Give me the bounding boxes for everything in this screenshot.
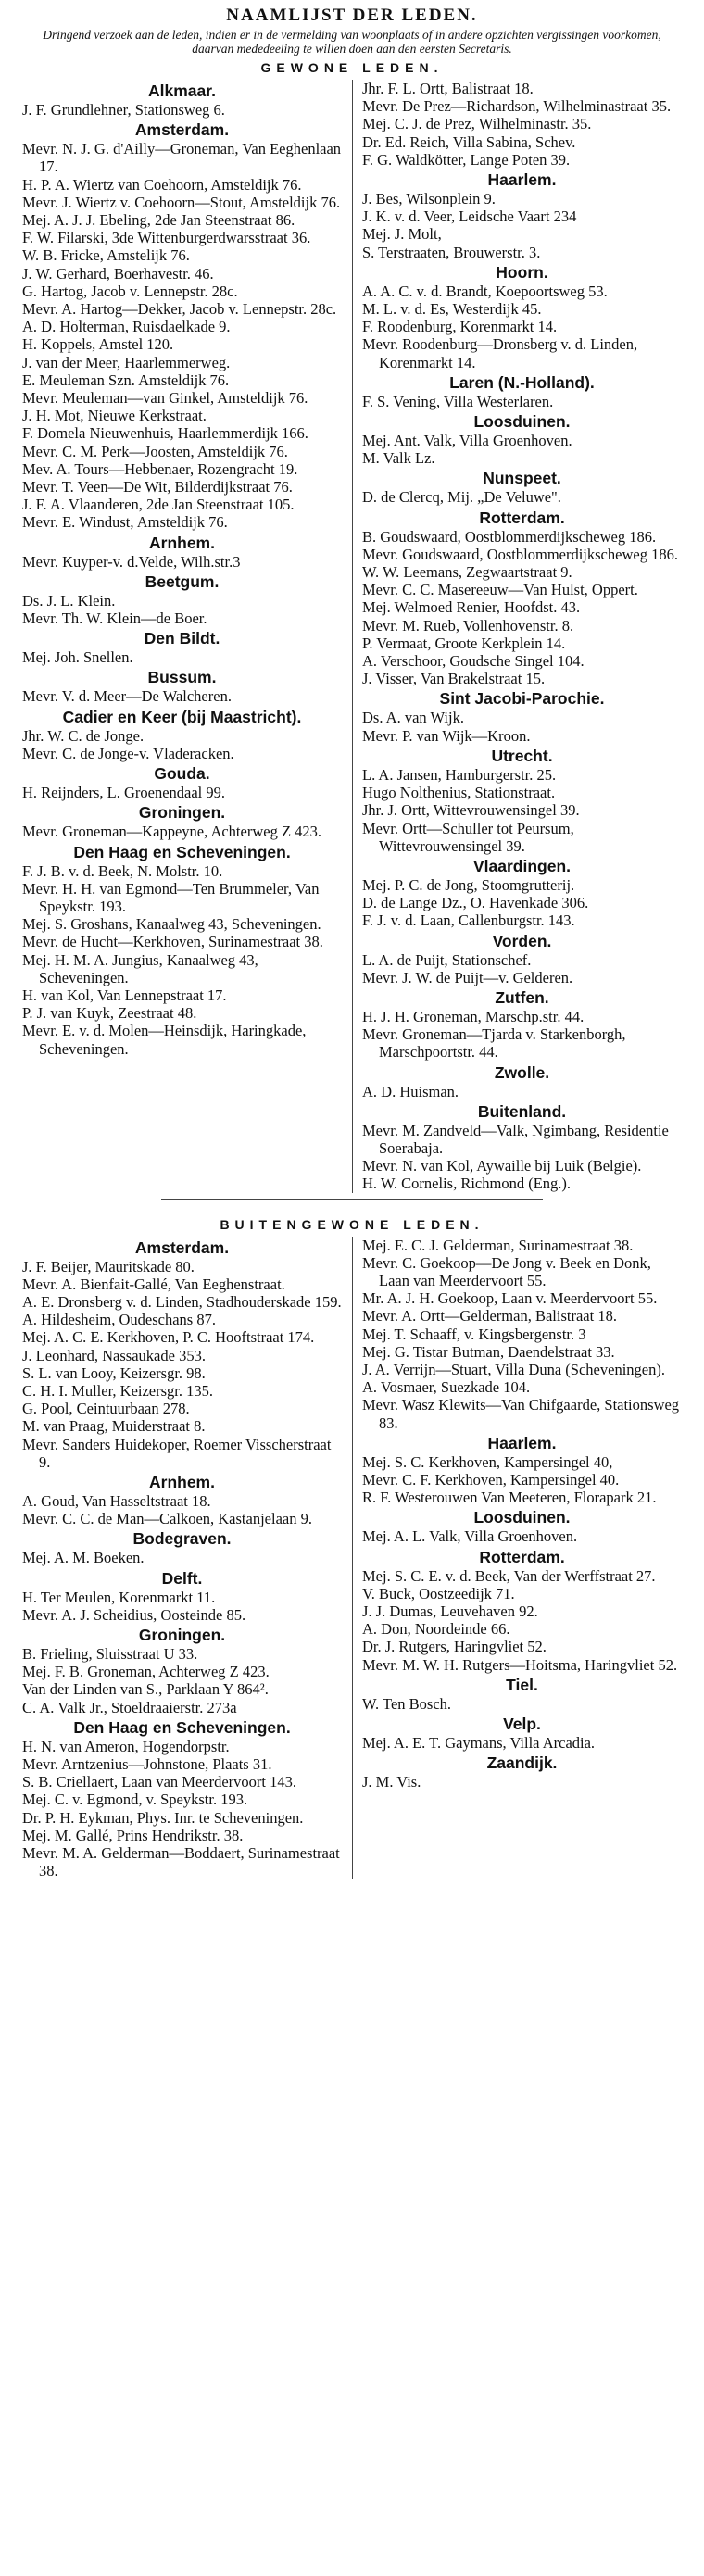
member-entry: M. van Praag, Muiderstraat 8. xyxy=(22,1417,206,1436)
member-entry: F. Roodenburg, Korenmarkt 14. xyxy=(362,318,558,336)
member-entry: J. van der Meer, Haarlemmerweg. xyxy=(22,353,231,371)
gewone-leden-right-column xyxy=(362,80,682,1193)
member-entry: Mej. H. M. A. Jungius, Kanaalweg 43, Scheveningen. xyxy=(22,950,258,986)
member-entry: Mevr. C. C. Masereeuw—Van Hulst, Oppert. xyxy=(362,581,638,599)
member-entry: Mevr. Wasz Klewits—Van Chifgaarde, Stationsweg 83. xyxy=(362,1396,680,1432)
city-heading: Vlaardingen. xyxy=(472,856,572,875)
member-entry: A. D. Holterman, Ruisdaelkade 9. xyxy=(22,318,231,336)
member-entry: F. S. Vening, Villa Westerlaren. xyxy=(362,392,554,410)
section-header-gewone-leden: GEWONE LEDEN. xyxy=(260,60,444,75)
city-heading: Arnhem. xyxy=(149,533,215,552)
city-heading: Laren (N.-Holland). xyxy=(449,372,595,392)
city-heading: Delft. xyxy=(161,1568,203,1588)
member-entry: F. W. Filarski, 3de Wittenburgerdwarsstraat 36. xyxy=(22,229,311,247)
member-entry: J. F. A. Vlaanderen, 2de Jan Steenstraat 105. xyxy=(22,496,295,514)
city-heading: Den Haag en Scheveningen. xyxy=(73,1717,291,1737)
member-entry: Mej. S. C. E. v. d. Beek, Van der Werffstraat 27. xyxy=(362,1566,656,1585)
member-entry: W. Ten Bosch. xyxy=(362,1694,452,1713)
member-entry: Mevr. N. J. G. d'Ailly—Groneman, Van Eeghenlaan 17. xyxy=(22,140,342,176)
member-entry: A. E. Dronsberg v. d. Linden, Stadhouderskade 159. xyxy=(22,1292,342,1311)
member-entry: F. G. Waldkötter, Lange Poten 39. xyxy=(362,150,571,169)
member-entry: Mej. S. C. Kerkhoven, Kampersingel 40, xyxy=(362,1452,613,1471)
member-entry: Mr. A. J. H. Goekoop, Laan v. Meerdervoort 55. xyxy=(362,1289,658,1308)
member-entry: Mevr. A. Ortt—Gelderman, Balistraat 18. xyxy=(362,1307,617,1326)
member-entry: Mev. A. Tours—Hebbenaer, Rozengracht 19. xyxy=(22,459,298,478)
member-entry: A. A. C. v. d. Brandt, Koepoortsweg 53. xyxy=(362,282,608,300)
city-heading: Loosduinen. xyxy=(473,412,571,432)
member-entry: Mej. T. Schaaff, v. Kingsbergenstr. 3 xyxy=(362,1325,586,1343)
member-entry: V. Buck, Oostzeedijk 71. xyxy=(362,1584,515,1602)
member-entry: J. Bes, Wilsonplein 9. xyxy=(362,190,496,208)
city-heading: Zutfen. xyxy=(495,987,549,1007)
city-heading: Den Haag en Scheveningen. xyxy=(73,842,291,861)
buitengewone-leden-right-column xyxy=(362,1237,682,1880)
city-heading: Loosduinen. xyxy=(473,1508,571,1527)
member-entry: Mej. A. J. J. Ebeling, 2de Jan Steenstraat 86. xyxy=(22,211,295,230)
member-entry: H. Reijnders, L. Groenendaal 99. xyxy=(22,784,226,802)
member-entry: B. Goudswaard, Oostblommerdijkscheweg 186. xyxy=(362,527,657,546)
member-entry: P. J. van Kuyk, Zeestraat 48. xyxy=(22,1004,197,1023)
city-heading: Utrecht. xyxy=(491,746,553,765)
member-entry: Mevr. M. A. Gelderman—Boddaert, Surinamestraat 38. xyxy=(22,1844,340,1880)
gewone-leden-section xyxy=(22,80,682,1193)
member-entry: Mej. Welmoed Renier, Hoofdst. 43. xyxy=(362,598,581,617)
city-heading: Arnhem. xyxy=(149,1472,215,1491)
member-entry: S. Terstraaten, Brouwerstr. 3. xyxy=(362,243,541,261)
city-heading: Den Bildt. xyxy=(144,629,220,648)
intro-note: Dringend verzoek aan de leden, indien er in de vermelding van woonplaats of in andere opzichten vergissingen voorkomen, daarvan mededeeling te willen doen aan den eersten Secretaris. xyxy=(43,28,661,56)
member-entry: Mej. Ant. Valk, Villa Groenhoven. xyxy=(362,432,572,450)
member-entry: H. Ter Meulen, Korenmarkt 11. xyxy=(22,1588,216,1606)
member-entry: Mevr. Roodenburg—Dronsberg v. d. Linden, Korenmarkt 14. xyxy=(362,335,638,371)
member-entry: Mevr. Meuleman—van Ginkel, Amsteldijk 76. xyxy=(22,389,308,408)
member-entry: F. Domela Nieuwenhuis, Haarlemmerdijk 166. xyxy=(22,424,308,443)
city-heading: Groningen. xyxy=(138,1626,226,1644)
member-entry: Mevr. A. Bienfait-Gallé, Van Eeghenstraat. xyxy=(22,1275,285,1293)
member-entry: Mevr. M. Zandveld—Valk, Ngimbang, Residentie Soerabaja. xyxy=(362,1121,669,1157)
member-entry: Mevr. E. Windust, Amsteldijk 76. xyxy=(22,513,228,532)
member-entry: F. J. B. v. d. Beek, N. Molstr. 10. xyxy=(22,861,223,880)
member-entry: Dr. P. H. Eykman, Phys. Inr. te Scheveningen. xyxy=(22,1808,304,1827)
member-entry: Dr. Ed. Reich, Villa Sabina, Schev. xyxy=(362,132,576,151)
gewone-leden-left-column xyxy=(22,80,342,1193)
member-entry: A. Don, Noordeinde 66. xyxy=(362,1620,510,1639)
city-heading: Cadier en Keer (bij Maastricht). xyxy=(62,707,302,726)
member-entry: Mevr. Groneman—Tjarda v. Starkenborgh, Marschpoortstr. 44. xyxy=(362,1025,626,1062)
member-entry: Mej. M. Gallé, Prins Hendrikstr. 38. xyxy=(22,1826,244,1844)
member-entry: W. B. Fricke, Amstelijk 76. xyxy=(22,246,190,265)
page-title: NAAMLIJST DER LEDEN. xyxy=(226,6,478,25)
member-entry: J. F. Beijer, Mauritskade 80. xyxy=(22,1257,195,1275)
member-entry: F. J. v. d. Laan, Callenburgstr. 143. xyxy=(362,911,575,930)
member-entry: Mevr. M. Rueb, Vollenhovenstr. 8. xyxy=(362,616,574,635)
member-entry: Mevr. Arntzenius—Johnstone, Plaats 31. xyxy=(22,1755,272,1774)
member-entry: E. Meuleman Szn. Amsteldijk 76. xyxy=(22,371,230,389)
member-entry: Mevr. C. Goekoop—De Jong v. Beek en Donk, Laan van Meerdervoort 55. xyxy=(362,1253,651,1289)
member-entry: Mevr. Kuyper-v. d.Velde, Wilh.str.3 xyxy=(22,552,241,571)
member-entry: Mevr. Th. W. Klein—de Boer. xyxy=(22,609,207,628)
member-entry: P. Vermaat, Groote Kerkplein 14. xyxy=(362,634,566,652)
member-entry: Van der Linden van S., Parklaan Y 864². xyxy=(22,1680,269,1699)
city-heading: Haarlem. xyxy=(487,1433,557,1452)
member-entry: J. Visser, Van Brakelstraat 15. xyxy=(362,670,546,688)
member-entry: Mej. F. B. Groneman, Achterweg Z 423. xyxy=(22,1663,270,1681)
member-entry: J. W. Gerhard, Boerhavestr. 46. xyxy=(22,264,214,283)
city-heading: Tiel. xyxy=(506,1675,538,1694)
member-entry: Mej. J. Molt, xyxy=(362,225,442,244)
member-entry: D. de Clercq, Mij. „De Veluwe". xyxy=(362,488,561,507)
section-divider xyxy=(161,1193,543,1200)
member-entry: W. W. Leemans, Zegwaartstraat 9. xyxy=(362,563,572,582)
member-entry: Mevr. C. C. de Man—Calkoen, Kastanjelaan 9. xyxy=(22,1510,312,1528)
member-entry: J. F. Grundlehner, Stationsweg 6. xyxy=(22,101,225,119)
member-entry: Mevr. V. d. Meer—De Walcheren. xyxy=(22,687,232,706)
city-heading: Zaandijk. xyxy=(486,1753,558,1773)
member-entry: Mej. Joh. Snellen. xyxy=(22,648,133,667)
city-heading: Bodegraven. xyxy=(132,1529,232,1549)
member-entry: Mej. C. J. de Prez, Wilhelminastr. 35. xyxy=(362,115,592,133)
member-entry: G. Pool, Ceintuurbaan 278. xyxy=(22,1400,190,1418)
member-entry: Jhr. J. Ortt, Wittevrouwensingel 39. xyxy=(362,801,580,820)
city-heading: Rotterdam. xyxy=(479,508,565,527)
city-heading: Amsterdam. xyxy=(134,120,230,140)
column-divider xyxy=(352,80,353,1193)
member-entry: J. M. Vis. xyxy=(362,1773,421,1791)
member-entry: Mevr. A. Hartog—Dekker, Jacob v. Lennepstr. 28c. xyxy=(22,300,337,319)
city-heading: Gouda. xyxy=(154,764,210,784)
member-entry: Mevr. C. de Jonge-v. Vladeracken. xyxy=(22,744,234,762)
member-entry: Hugo Nolthenius, Stationstraat. xyxy=(362,784,556,802)
buitengewone-leden-section xyxy=(22,1237,682,1880)
member-entry: Mevr. H. H. van Egmond—Ten Brummeler, Van Speykstr. 193. xyxy=(22,879,320,915)
member-entry: M. L. v. d. Es, Westerdijk 45. xyxy=(362,300,542,319)
member-entry: G. Hartog, Jacob v. Lennepstr. 28c. xyxy=(22,282,238,300)
member-entry: J. Leonhard, Nassaukade 353. xyxy=(22,1346,206,1364)
member-entry: Mej. S. Groshans, Kanaalweg 43, Scheveningen. xyxy=(22,915,321,934)
member-entry: Mej. E. C. J. Gelderman, Surinamestraat 38. xyxy=(362,1236,634,1254)
member-entry: R. F. Westerouwen Van Meeteren, Florapark 21. xyxy=(362,1489,657,1507)
city-heading: Haarlem. xyxy=(487,170,557,190)
member-entry: Mevr. E. v. d. Molen—Heinsdijk, Haringkade, Scheveningen. xyxy=(22,1022,307,1058)
city-heading: Hoorn. xyxy=(496,262,548,282)
member-entry: A. Vosmaer, Suezkade 104. xyxy=(362,1378,531,1397)
member-entry: A. Goud, Van Hasseltstraat 18. xyxy=(22,1491,211,1510)
member-entry: Mevr. C. M. Perk—Joosten, Amsteldijk 76. xyxy=(22,442,288,460)
member-entry: Mevr. N. van Kol, Aywaille bij Luik (Belgie). xyxy=(362,1157,642,1175)
member-entry: J. K. v. d. Veer, Leidsche Vaart 234 xyxy=(362,207,577,226)
city-heading: Vorden. xyxy=(492,931,552,950)
member-entry: Jhr. F. L. Ortt, Balistraat 18. xyxy=(362,80,534,97)
city-heading: Rotterdam. xyxy=(479,1547,565,1566)
member-entry: M. Valk Lz. xyxy=(362,449,435,468)
member-entry: L. A. de Puijt, Stationschef. xyxy=(362,950,532,969)
member-entry: Mevr. T. Veen—De Wit, Bilderdijkstraat 76. xyxy=(22,478,293,496)
member-entry: Dr. J. Rutgers, Haringvliet 52. xyxy=(362,1638,547,1656)
member-entry: Mevr. Goudswaard, Oostblommerdijkscheweg 186. xyxy=(362,545,678,563)
member-entry: Mevr. J. Wiertz v. Coehoorn—Stout, Amsteldijk 76. xyxy=(22,193,341,211)
member-entry: J. J. Dumas, Leuvehaven 92. xyxy=(362,1602,538,1620)
city-heading: Nunspeet. xyxy=(483,469,561,488)
member-entry: D. de Lange Dz., O. Havenkade 306. xyxy=(362,894,589,912)
member-entry: Mevr. P. van Wijk—Kroon. xyxy=(362,726,531,745)
member-entry: Jhr. W. C. de Jonge. xyxy=(22,726,145,745)
member-entry: H. J. H. Groneman, Marschp.str. 44. xyxy=(362,1007,585,1025)
page xyxy=(22,0,682,1879)
city-heading: Velp. xyxy=(503,1715,541,1734)
member-entry: Mevr. de Hucht—Kerkhoven, Surinamestraat 38. xyxy=(22,933,323,951)
member-entry: H. W. Cornelis, Richmond (Eng.). xyxy=(362,1175,572,1193)
member-entry: J. H. Mot, Nieuwe Kerkstraat. xyxy=(22,407,207,425)
member-entry: Mevr. A. J. Scheidius, Oosteinde 85. xyxy=(22,1605,246,1624)
member-entry: Ds. A. van Wijk. xyxy=(362,709,464,727)
member-entry: Mej. P. C. de Jong, Stoomgrutterij. xyxy=(362,875,575,894)
member-entry: A. Hildesheim, Oudeschans 87. xyxy=(22,1311,216,1329)
member-entry: S. B. Criellaert, Laan van Meerdervoort 143. xyxy=(22,1773,296,1791)
city-heading: Zwolle. xyxy=(494,1062,550,1082)
member-entry: L. A. Jansen, Hamburgerstr. 25. xyxy=(362,765,557,784)
member-entry: H. van Kol, Van Lennepstraat 17. xyxy=(22,986,227,1004)
member-entry: H. N. van Ameron, Hogendorpstr. xyxy=(22,1737,230,1755)
section-header-buitengewone-leden: BUITENGEWONE LEDEN. xyxy=(220,1216,484,1232)
city-heading: Sint Jacobi-Parochie. xyxy=(439,689,605,709)
member-entry: Mej. A. E. T. Gaymans, Villa Arcadia. xyxy=(362,1734,596,1753)
member-entry: Mej. A. M. Boeken. xyxy=(22,1549,145,1567)
member-entry: Ds. J. L. Klein. xyxy=(22,591,116,609)
member-entry: Mevr. Sanders Huidekoper, Roemer Visscherstraat 9. xyxy=(22,1435,332,1471)
city-heading: Beetgum. xyxy=(145,572,220,591)
member-entry: C. H. I. Muller, Keizersgr. 135. xyxy=(22,1381,214,1400)
column-divider xyxy=(352,1237,353,1880)
member-entry: Mevr. Groneman—Kappeyne, Achterweg Z 423. xyxy=(22,823,322,841)
member-entry: C. A. Valk Jr., Stoeldraaierstr. 273a xyxy=(22,1698,237,1716)
member-entry: Mej. A. L. Valk, Villa Groenhoven. xyxy=(362,1527,578,1546)
member-entry: H. Koppels, Amstel 120. xyxy=(22,335,174,354)
city-heading: Amsterdam. xyxy=(134,1238,230,1257)
member-entry: H. P. A. Wiertz van Coehoorn, Amsteldijk 76. xyxy=(22,175,302,194)
member-entry: Mevr. M. W. H. Rutgers—Hoitsma, Haringvliet 52. xyxy=(362,1655,678,1674)
member-entry: S. L. van Looy, Keizersgr. 98. xyxy=(22,1363,206,1382)
city-heading: Alkmaar. xyxy=(148,82,216,100)
member-entry: B. Frieling, Sluisstraat U 33. xyxy=(22,1645,198,1663)
member-entry: Mej. G. Tistar Butman, Daendelstraat 33. xyxy=(362,1342,615,1361)
member-entry: Mevr. Ortt—Schuller tot Peursum, Wittevrouwensingel 39. xyxy=(362,819,574,855)
member-entry: Mej. A. C. E. Kerkhoven, P. C. Hooftstraat 174. xyxy=(22,1328,315,1347)
member-entry: A. Verschoor, Goudsche Singel 104. xyxy=(362,652,585,671)
member-entry: Mevr. C. F. Kerkhoven, Kampersingel 40. xyxy=(362,1470,620,1489)
city-heading: Groningen. xyxy=(138,803,226,823)
member-entry: J. A. Verrijn—Stuart, Villa Duna (Scheveningen). xyxy=(362,1360,665,1378)
member-entry: A. D. Huisman. xyxy=(362,1082,459,1100)
member-entry: Mej. C. v. Egmond, v. Speykstr. 193. xyxy=(22,1791,248,1809)
buitengewone-leden-left-column xyxy=(22,1237,342,1880)
city-heading: Buitenland. xyxy=(477,1101,567,1121)
member-entry: Mevr. De Prez—Richardson, Wilhelminastraat 35. xyxy=(362,97,672,116)
member-entry: Mevr. J. W. de Puijt—v. Gelderen. xyxy=(362,968,573,986)
city-heading: Bussum. xyxy=(147,668,217,687)
